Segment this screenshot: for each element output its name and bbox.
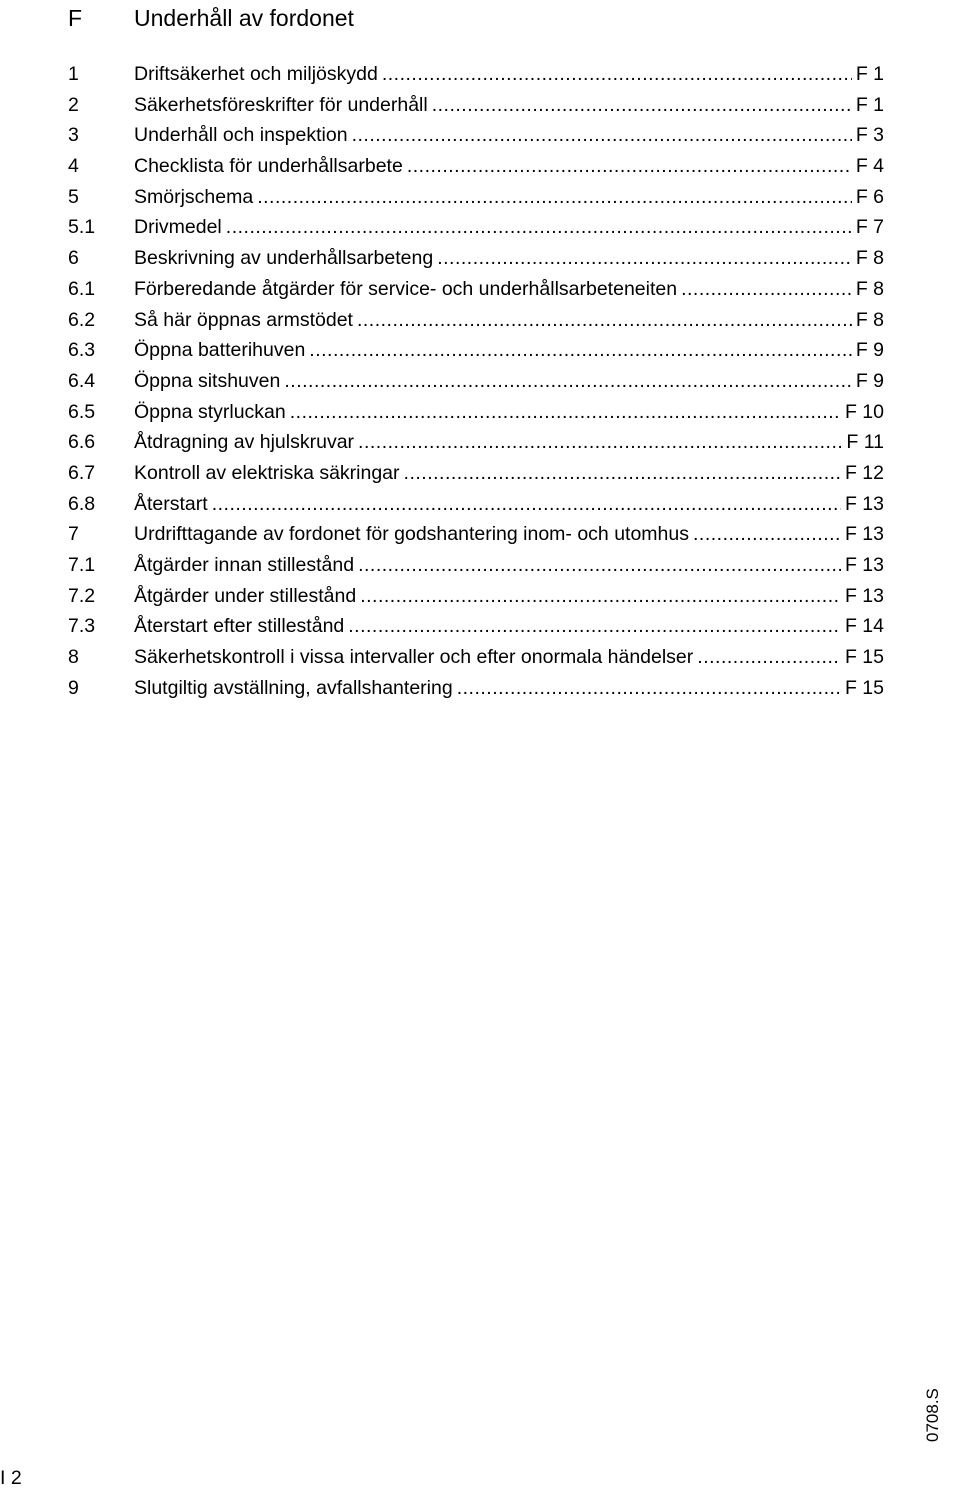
toc-entry-number: 7.3 xyxy=(68,615,96,638)
toc-entry-title: Checklista för underhållsarbete xyxy=(134,155,403,178)
toc-dot-leader xyxy=(212,489,841,520)
toc-entry xyxy=(0,427,960,458)
toc-entry xyxy=(0,335,960,366)
toc-dot-leader xyxy=(382,59,852,90)
toc-entry-page: F 8 xyxy=(855,308,884,331)
toc-dot-leader xyxy=(257,182,852,213)
toc-dot-leader xyxy=(348,611,841,642)
toc-entry-title: Öppna sitshuven xyxy=(134,369,281,392)
toc-entry-title: Säkerhetsföreskrifter för underhåll xyxy=(134,93,428,116)
toc-entry-number: 6.7 xyxy=(68,461,96,484)
toc-dot-leader xyxy=(681,274,852,305)
toc-entry xyxy=(0,305,960,336)
toc-entry-line xyxy=(134,397,884,428)
toc-entry-line xyxy=(134,182,884,213)
toc-entry xyxy=(0,519,960,550)
toc-entry-page: F 7 xyxy=(855,216,884,239)
toc-entry-title: Underhåll och inspektion xyxy=(134,124,348,147)
toc-dot-leader xyxy=(693,519,841,550)
toc-entry-line xyxy=(134,151,884,182)
toc-entry-line xyxy=(134,550,884,581)
toc-entry-page: F 12 xyxy=(844,461,884,484)
toc-entry-title: Smörjschema xyxy=(134,185,254,208)
toc-entry-title: Säkerhetskontroll i vissa intervaller och efter onormala händelser xyxy=(134,646,694,669)
toc-dot-leader xyxy=(357,305,852,336)
toc-dot-leader xyxy=(226,212,852,243)
toc-entry-line xyxy=(134,274,884,305)
toc-entry xyxy=(0,611,960,642)
section-letter: F xyxy=(68,5,83,31)
section-title: Underhåll av fordonet xyxy=(134,5,354,31)
toc-entry-line xyxy=(134,243,884,274)
toc-entry-line xyxy=(134,489,884,520)
toc-dot-leader xyxy=(358,427,842,458)
toc-entry-number: 6.8 xyxy=(68,492,96,515)
toc-entry-number: 6.3 xyxy=(68,339,96,362)
toc-entry-line xyxy=(134,458,884,489)
toc-entry-number: 6.1 xyxy=(68,277,96,300)
toc-entry-title: Åtgärder innan stillestånd xyxy=(134,554,355,576)
table-of-contents xyxy=(0,59,960,703)
toc-entry-number: 6.2 xyxy=(68,308,96,331)
toc-entry-page: F 13 xyxy=(844,554,884,576)
toc-dot-leader xyxy=(437,243,852,274)
toc-entry-title: Förberedande åtgärder för service- och underhållsarbeteneiten xyxy=(134,277,678,300)
toc-dot-leader xyxy=(352,120,852,151)
toc-entry xyxy=(0,151,960,182)
toc-entry xyxy=(0,458,960,489)
toc-entry-number: 9 xyxy=(68,676,79,699)
toc-entry-page: F 15 xyxy=(844,646,884,669)
toc-entry-number: 7.1 xyxy=(68,554,96,576)
toc-entry-line xyxy=(134,120,884,151)
toc-entry-number: 3 xyxy=(68,124,79,147)
toc-entry-number: 1 xyxy=(68,63,79,85)
toc-entry-page: F 13 xyxy=(844,584,884,607)
toc-entry-number: 6.6 xyxy=(68,431,96,454)
toc-entry xyxy=(0,182,960,213)
toc-entry-title: Slutgiltig avställning, avfallshantering xyxy=(134,676,453,699)
toc-entry-number: 4 xyxy=(68,155,79,178)
toc-dot-leader xyxy=(284,366,851,397)
toc-dot-leader xyxy=(432,90,852,121)
document-code: 0708.S xyxy=(923,1388,942,1442)
toc-dot-leader xyxy=(360,581,841,612)
toc-entry xyxy=(0,581,960,612)
toc-entry-page: F 3 xyxy=(855,124,884,147)
toc-entry xyxy=(0,90,960,121)
toc-entry-line xyxy=(134,335,884,366)
toc-entry-line xyxy=(134,519,884,550)
toc-dot-leader xyxy=(309,335,852,366)
section-heading xyxy=(0,2,960,34)
toc-dot-leader xyxy=(407,151,852,182)
toc-entry-title: Så här öppnas armstödet xyxy=(134,308,353,331)
toc-entry-page: F 8 xyxy=(855,247,884,270)
toc-entry-title: Beskrivning av underhållsarbeteng xyxy=(134,247,434,270)
toc-entry-line xyxy=(134,305,884,336)
toc-entry-title: Återstart efter stillestånd xyxy=(134,615,345,638)
toc-entry-page: F 13 xyxy=(844,492,884,515)
toc-entry xyxy=(0,59,960,90)
toc-entry-page: F 11 xyxy=(846,431,884,454)
toc-entry-page: F 10 xyxy=(844,400,884,423)
toc-entry xyxy=(0,397,960,428)
toc-dot-leader xyxy=(404,458,841,489)
toc-entry-number: 2 xyxy=(68,93,79,116)
toc-entry-page: F 6 xyxy=(855,185,884,208)
toc-entry-title: Åtgärder under stillestånd xyxy=(134,584,357,607)
toc-entry-page: F 15 xyxy=(844,676,884,699)
toc-entry-number: 6.5 xyxy=(68,400,96,423)
toc-entry-page: F 4 xyxy=(855,155,884,178)
toc-entry-page: F 9 xyxy=(855,339,884,362)
toc-entry-line xyxy=(134,642,884,673)
toc-entry-number: 7.2 xyxy=(68,584,96,607)
toc-entry-number: 6.4 xyxy=(68,369,96,392)
toc-entry-number: 7 xyxy=(68,523,79,546)
toc-entry xyxy=(0,274,960,305)
toc-entry-title: Öppna batterihuven xyxy=(134,339,306,362)
toc-entry-number: 6 xyxy=(68,247,79,270)
toc-entry xyxy=(0,673,960,704)
toc-entry-line xyxy=(134,366,884,397)
toc-entry-number: 5 xyxy=(68,185,79,208)
toc-entry xyxy=(0,120,960,151)
toc-entry-page: F 9 xyxy=(855,369,884,392)
toc-entry-page: F 1 xyxy=(855,93,884,116)
toc-entry-line xyxy=(134,59,884,90)
toc-entry-title: Kontroll av elektriska säkringar xyxy=(134,461,400,484)
toc-entry-line xyxy=(134,427,884,458)
toc-entry xyxy=(0,489,960,520)
toc-entry-title: Drivmedel xyxy=(134,216,222,239)
toc-entry-title: Driftsäkerhet och miljöskydd xyxy=(134,63,378,85)
toc-entry-title: Urdrifttagande av fordonet för godshantering inom- och utomhus xyxy=(134,523,689,546)
toc-entry-line xyxy=(134,673,884,704)
toc-entry-number: 8 xyxy=(68,646,79,669)
toc-dot-leader xyxy=(457,673,841,704)
toc-dot-leader xyxy=(358,550,841,581)
toc-entry xyxy=(0,366,960,397)
toc-dot-leader xyxy=(697,642,841,673)
toc-entry-page: F 14 xyxy=(844,615,884,638)
toc-entry-title: Öppna styrluckan xyxy=(134,400,286,423)
toc-entry-title: Åtdragning av hjulskruvar xyxy=(134,431,355,454)
toc-entry xyxy=(0,243,960,274)
toc-entry xyxy=(0,212,960,243)
toc-entry xyxy=(0,642,960,673)
page-number: I 2 xyxy=(0,1467,22,1489)
toc-entry-number: 5.1 xyxy=(68,216,96,239)
toc-entry-line xyxy=(134,90,884,121)
toc-entry-page: F 13 xyxy=(844,523,884,546)
toc-entry-line xyxy=(134,212,884,243)
toc-entry-line xyxy=(134,611,884,642)
toc-entry-page: F 1 xyxy=(855,63,884,85)
toc-entry xyxy=(0,550,960,581)
toc-entry-title: Återstart xyxy=(134,492,208,515)
toc-entry-page: F 8 xyxy=(855,277,884,300)
toc-entry-line xyxy=(134,581,884,612)
toc-dot-leader xyxy=(290,397,841,428)
